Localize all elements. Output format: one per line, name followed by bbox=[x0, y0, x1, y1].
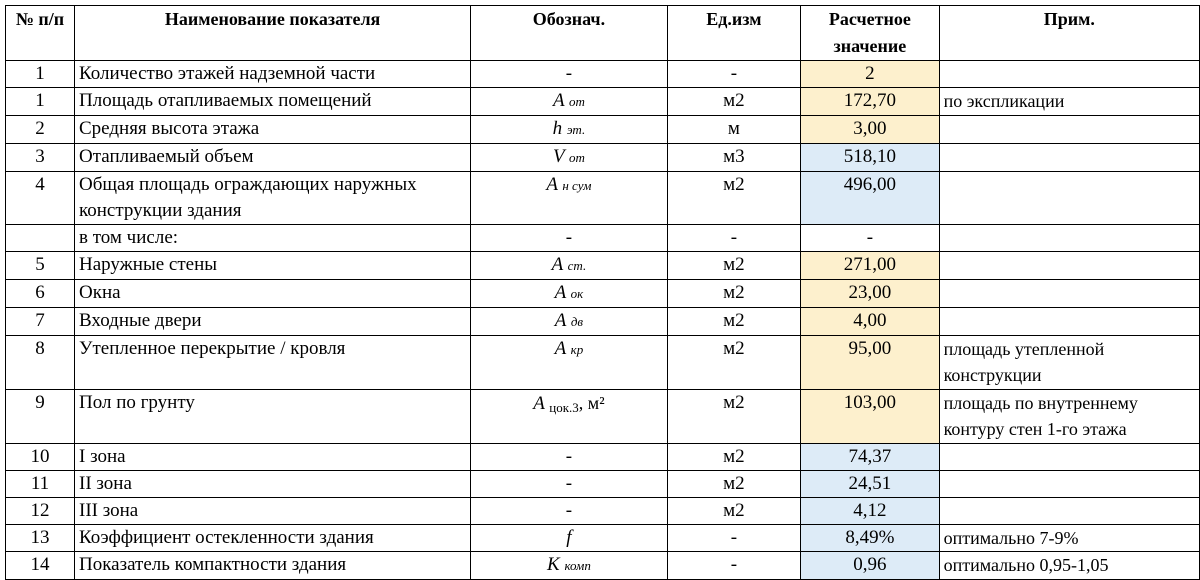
note-cell: оптимально 0,95-1,05 bbox=[939, 552, 1199, 580]
indicator-symbol bbox=[471, 61, 667, 88]
symbol-subscript: ок bbox=[570, 286, 584, 301]
symbol-main: A bbox=[551, 254, 563, 275]
value-cell: 4,12 bbox=[801, 498, 939, 525]
symbol-main: A bbox=[533, 393, 545, 414]
header-value: Расчетное значение bbox=[801, 6, 939, 61]
value-cell: 496,00 bbox=[801, 172, 939, 225]
indicator-name: Окна bbox=[75, 280, 471, 308]
symbol-main: - bbox=[565, 227, 573, 248]
row-number: 1 bbox=[6, 88, 75, 116]
table-row bbox=[6, 525, 1200, 552]
symbol-main: A bbox=[554, 338, 566, 359]
indicator-name: Показатель компактности здания bbox=[75, 552, 471, 580]
note-cell bbox=[939, 61, 1199, 88]
table-row bbox=[6, 172, 1200, 225]
row-number: 12 bbox=[6, 498, 75, 525]
note-cell bbox=[939, 280, 1199, 308]
row-number: 8 bbox=[6, 336, 75, 390]
symbol-main: - bbox=[565, 473, 573, 494]
symbol-subscript: н сум bbox=[562, 178, 592, 193]
row-number: 7 bbox=[6, 308, 75, 336]
note-cell bbox=[939, 144, 1199, 172]
symbol-main: A bbox=[552, 90, 565, 111]
note-cell bbox=[939, 252, 1199, 280]
value-cell: 24,51 bbox=[801, 471, 939, 498]
unit-cell: - bbox=[667, 225, 801, 252]
symbol-main: - bbox=[565, 500, 573, 521]
table-row bbox=[6, 471, 1200, 498]
row-number: 2 bbox=[6, 116, 75, 144]
note-cell bbox=[939, 444, 1199, 471]
row-number: 6 bbox=[6, 280, 75, 308]
symbol-main: V bbox=[552, 146, 565, 167]
value-cell: 4,00 bbox=[801, 308, 939, 336]
table-row bbox=[6, 144, 1200, 172]
symbol-subscript: комп bbox=[564, 558, 591, 573]
unit-cell: м2 bbox=[667, 390, 801, 444]
row-number: 9 bbox=[6, 390, 75, 444]
value-cell: 2 bbox=[801, 61, 939, 88]
table-row bbox=[6, 225, 1200, 252]
row-number: 14 bbox=[6, 552, 75, 580]
value-cell: 518,10 bbox=[801, 144, 939, 172]
value-cell: 74,37 bbox=[801, 444, 939, 471]
unit-cell: м2 bbox=[667, 280, 801, 308]
symbol-subscript: цок.3 bbox=[549, 400, 579, 415]
symbol-subscript: эт. bbox=[566, 122, 586, 137]
symbol-main: A bbox=[554, 310, 567, 331]
unit-cell: - bbox=[667, 61, 801, 88]
symbol-main: - bbox=[565, 446, 573, 467]
note-cell bbox=[939, 471, 1199, 498]
table-row bbox=[6, 280, 1200, 308]
header-unit: Ед.изм bbox=[667, 6, 801, 61]
table-row bbox=[6, 308, 1200, 336]
indicator-name: II зона bbox=[75, 471, 471, 498]
indicator-symbol bbox=[471, 116, 667, 144]
indicators-table bbox=[5, 5, 1200, 580]
row-number: 11 bbox=[6, 471, 75, 498]
indicator-name: Средняя высота этажа bbox=[75, 116, 471, 144]
indicator-symbol bbox=[471, 471, 667, 498]
indicator-symbol bbox=[471, 172, 667, 225]
indicator-symbol bbox=[471, 280, 667, 308]
indicator-name: I зона bbox=[75, 444, 471, 471]
symbol-main: h bbox=[552, 118, 563, 139]
symbol-main: f bbox=[566, 527, 572, 548]
indicator-name: Входные двери bbox=[75, 308, 471, 336]
symbol-subscript: кр bbox=[570, 342, 584, 357]
table-row bbox=[6, 252, 1200, 280]
row-number: 3 bbox=[6, 144, 75, 172]
unit-cell: м2 bbox=[667, 172, 801, 225]
row-number bbox=[6, 225, 75, 252]
value-cell: 95,00 bbox=[801, 336, 939, 390]
note-cell bbox=[939, 308, 1199, 336]
header-row bbox=[6, 6, 1200, 61]
indicator-name: III зона bbox=[75, 498, 471, 525]
indicator-symbol bbox=[471, 144, 667, 172]
row-number: 5 bbox=[6, 252, 75, 280]
indicator-symbol bbox=[471, 444, 667, 471]
row-number: 13 bbox=[6, 525, 75, 552]
table-row bbox=[6, 116, 1200, 144]
unit-cell: м2 bbox=[667, 252, 801, 280]
indicator-symbol bbox=[471, 88, 667, 116]
header-symbol: Обознач. bbox=[471, 6, 667, 61]
table-row bbox=[6, 444, 1200, 471]
symbol-unit: , м² bbox=[578, 393, 605, 413]
table-row bbox=[6, 61, 1200, 88]
indicator-name: Количество этажей надземной части bbox=[75, 61, 471, 88]
value-cell: 172,70 bbox=[801, 88, 939, 116]
unit-cell: м2 bbox=[667, 308, 801, 336]
value-cell: 3,00 bbox=[801, 116, 939, 144]
note-cell bbox=[939, 225, 1199, 252]
indicator-symbol bbox=[471, 552, 667, 580]
header-note: Прим. bbox=[939, 6, 1199, 61]
header-name: Наименование показателя bbox=[75, 6, 471, 61]
value-cell: 8,49% bbox=[801, 525, 939, 552]
unit-cell: - bbox=[667, 552, 801, 580]
symbol-main: K bbox=[547, 554, 560, 575]
unit-cell: м2 bbox=[667, 498, 801, 525]
symbol-main: - bbox=[565, 63, 573, 84]
value-cell: 0,96 bbox=[801, 552, 939, 580]
note-cell: оптимально 7-9% bbox=[939, 525, 1199, 552]
indicator-name: Пол по грунту bbox=[75, 390, 471, 444]
row-number: 10 bbox=[6, 444, 75, 471]
indicator-symbol bbox=[471, 498, 667, 525]
unit-cell: м bbox=[667, 116, 801, 144]
symbol-main: A bbox=[554, 282, 566, 303]
note-cell bbox=[939, 116, 1199, 144]
value-cell: 23,00 bbox=[801, 280, 939, 308]
unit-cell: м3 bbox=[667, 144, 801, 172]
table-row bbox=[6, 336, 1200, 390]
indicator-symbol bbox=[471, 525, 667, 552]
unit-cell: м2 bbox=[667, 471, 801, 498]
note-cell: по экспликации bbox=[939, 88, 1199, 116]
row-number: 4 bbox=[6, 172, 75, 225]
symbol-subscript: дв bbox=[570, 314, 584, 329]
table-row bbox=[6, 88, 1200, 116]
unit-cell: м2 bbox=[667, 444, 801, 471]
note-cell: площадь по внутреннему контуру стен 1-го этажа bbox=[939, 390, 1199, 444]
indicator-symbol bbox=[471, 252, 667, 280]
table-row bbox=[6, 390, 1200, 444]
value-cell: - bbox=[801, 225, 939, 252]
indicator-symbol bbox=[471, 390, 667, 444]
indicator-symbol bbox=[471, 308, 667, 336]
unit-cell: м2 bbox=[667, 88, 801, 116]
indicator-name: в том числе: bbox=[75, 225, 471, 252]
indicator-name: Отапливаемый объем bbox=[75, 144, 471, 172]
table-row bbox=[6, 552, 1200, 580]
symbol-main: A bbox=[546, 174, 558, 195]
symbol-subscript: ст. bbox=[567, 258, 587, 273]
row-number: 1 bbox=[6, 61, 75, 88]
unit-cell: - bbox=[667, 525, 801, 552]
value-cell: 103,00 bbox=[801, 390, 939, 444]
indicator-name: Наружные стены bbox=[75, 252, 471, 280]
indicator-name: Коэффициент остекленности здания bbox=[75, 525, 471, 552]
table-body bbox=[6, 61, 1200, 580]
unit-cell: м2 bbox=[667, 336, 801, 390]
note-cell bbox=[939, 172, 1199, 225]
indicator-name: Общая площадь ограждающих наружных конструкции здания bbox=[75, 172, 471, 225]
table-row bbox=[6, 498, 1200, 525]
symbol-subscript: от bbox=[568, 94, 585, 109]
indicator-symbol bbox=[471, 336, 667, 390]
symbol-subscript: от bbox=[568, 150, 585, 165]
note-cell bbox=[939, 498, 1199, 525]
header-num: № п/п bbox=[6, 6, 75, 61]
note-cell: площадь утепленной конструкции bbox=[939, 336, 1199, 390]
indicator-name: Площадь отапливаемых помещений bbox=[75, 88, 471, 116]
value-cell: 271,00 bbox=[801, 252, 939, 280]
indicator-name: Утепленное перекрытие / кровля bbox=[75, 336, 471, 390]
indicator-symbol bbox=[471, 225, 667, 252]
